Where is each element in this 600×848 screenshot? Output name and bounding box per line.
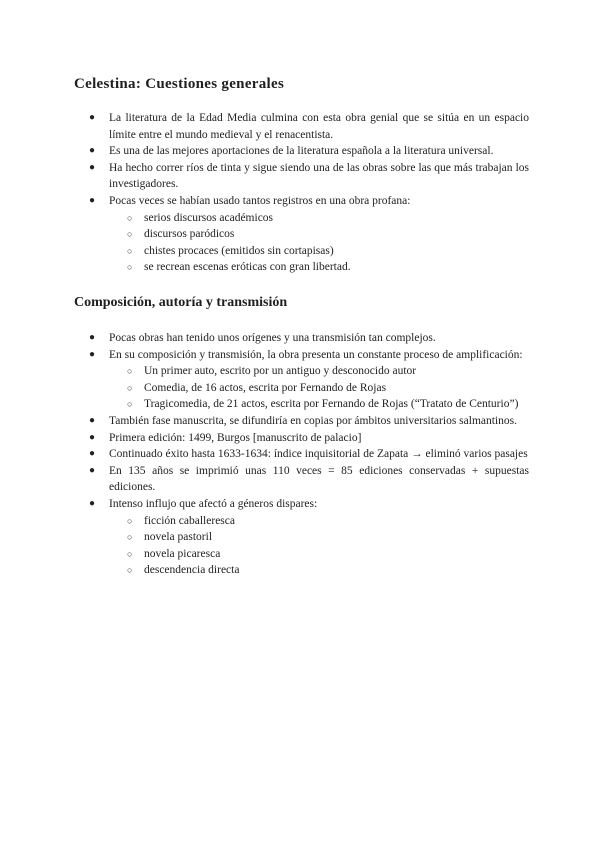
sub-list-item-text: Comedia, de 16 actos, escrita por Fernando de Rojas (144, 381, 387, 394)
list-item-text: En 135 años se imprimió unas 110 veces = 85 ediciones conservadas + supuestas ediciones. (109, 464, 529, 494)
circle-bullet-icon: ○ (127, 532, 133, 543)
list-item (74, 347, 529, 413)
bullet-icon: ● (89, 112, 96, 123)
sub-list-item-text: novela pastoril (144, 531, 213, 544)
sub-list-item-text: novela picaresca (144, 547, 221, 560)
list-item-text: La literatura de la Edad Media culmina con esta obra genial que se sitúa en un espacio límite entre el mundo medieval y el renacentista. (109, 112, 529, 141)
list-item-text: Intenso influjo que afectó a géneros dispares: (109, 497, 318, 510)
section-title-composicion: Composición, autoría y transmisión (74, 295, 288, 310)
circle-bullet-icon: ○ (127, 212, 133, 223)
list-item-text: Continuado éxito hasta 1633-1634: índice inquisitorial de Zapata → eliminó varios pasajes (109, 448, 528, 461)
sub-list-item (109, 380, 529, 397)
sub-list-item-text: se recrean escenas eróticas con gran libertad. (144, 261, 351, 274)
circle-bullet-icon: ○ (127, 382, 133, 393)
registers-sublist (109, 210, 529, 276)
circle-bullet-icon: ○ (127, 399, 133, 410)
list-item-text: Es una de las mejores aportaciones de la literatura española a la literatura universal. (109, 145, 494, 158)
sub-list-item (109, 562, 529, 579)
bullet-icon: ● (89, 194, 96, 206)
list-item-text: También fase manuscrita, se difundiría en copias por ámbitos universitarios salmantinos. (109, 414, 517, 427)
circle-bullet-icon: ○ (127, 229, 133, 240)
list-item (74, 430, 529, 447)
sub-list-item (109, 396, 529, 413)
list-item (74, 413, 529, 430)
genres-sublist (109, 513, 529, 579)
list-item (74, 446, 529, 463)
sub-list-item (109, 546, 529, 563)
circle-bullet-icon: ○ (127, 565, 133, 576)
sub-list-item (109, 243, 529, 260)
circle-bullet-icon: ○ (127, 245, 133, 256)
bullet-icon: ● (89, 145, 96, 157)
sub-list-item (109, 259, 529, 276)
sub-list-item-text: Un primer auto, escrito por un antiguo y desconocido autor (144, 365, 417, 378)
circle-bullet-icon: ○ (127, 515, 133, 526)
bullet-icon: ● (89, 464, 96, 476)
list-item (74, 110, 529, 143)
sub-list-item-text: serios discursos académicos (144, 211, 274, 224)
list-item-text: Pocas veces se habían usado tantos registros en una obra profana: (109, 194, 411, 207)
sub-list-item-text: Tragicomedia, de 21 actos, escrita por Fernando de Rojas (“Tratato de Centurio”) (144, 398, 519, 411)
list-item (74, 193, 529, 276)
list-item (74, 463, 529, 496)
section-title-celestina: Celestina: Cuestiones generales (74, 76, 285, 92)
circle-bullet-icon: ○ (127, 262, 133, 273)
bullet-icon: ● (89, 448, 96, 460)
bullet-icon: ● (89, 332, 96, 343)
list-item-text: Ha hecho correr ríos de tinta y sigue siendo una de las obras sobre las que más trabajan los investigadores. (109, 161, 529, 191)
circle-bullet-icon: ○ (127, 366, 133, 377)
list-item (74, 143, 529, 160)
sub-list-item (109, 210, 529, 227)
celestina-bullet-list (74, 110, 529, 276)
bullet-icon: ● (89, 414, 96, 426)
list-item (74, 496, 529, 579)
list-item (74, 330, 529, 347)
bullet-icon: ● (89, 348, 96, 360)
sub-list-item-text: discursos paródicos (144, 228, 235, 241)
list-item-text: Pocas obras han tenido unos orígenes y una transmisión tan complejos. (109, 332, 436, 344)
composicion-bullet-list (74, 330, 529, 579)
sub-list-item-text: chistes procaces (emitidos sin cortapisas) (144, 244, 334, 257)
amplification-sublist (109, 363, 529, 413)
list-item (74, 160, 529, 193)
list-item-text: En su composición y transmisión, la obra presenta un constante proceso de amplificación: (109, 348, 523, 361)
list-item-text: Primera edición: 1499, Burgos [manuscrito de palacio] (109, 431, 362, 444)
bullet-icon: ● (89, 161, 96, 173)
sub-list-item (109, 226, 529, 243)
bullet-icon: ● (89, 431, 96, 443)
sub-list-item (109, 513, 529, 530)
sub-list-item (109, 529, 529, 546)
bullet-icon: ● (89, 497, 96, 509)
sub-list-item-text: descendencia directa (144, 564, 240, 577)
sub-list-item (109, 363, 529, 380)
sub-list-item-text: ficción caballeresca (144, 514, 235, 527)
circle-bullet-icon: ○ (127, 548, 133, 559)
